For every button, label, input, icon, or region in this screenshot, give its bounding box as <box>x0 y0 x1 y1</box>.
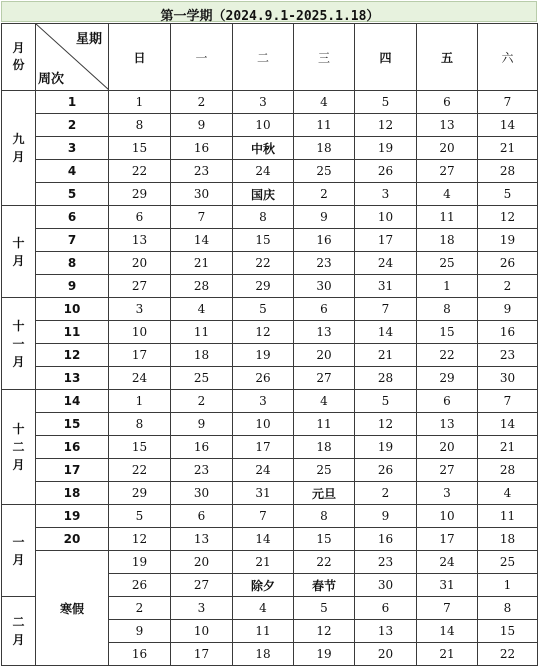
week-row <box>2 206 538 229</box>
week-row <box>2 528 538 551</box>
day-cell: 7 <box>478 390 538 413</box>
week-row <box>2 298 538 321</box>
day-cell: 4 <box>294 91 355 114</box>
day-cell: 27 <box>294 367 355 390</box>
day-cell: 22 <box>109 160 171 183</box>
day-cell: 15 <box>109 436 171 459</box>
day-cell: 29 <box>417 367 478 390</box>
winter-break-label: 寒假 <box>36 551 109 666</box>
day-cell: 18 <box>171 344 233 367</box>
day-cell: 10 <box>171 620 233 643</box>
calendar-body <box>2 24 538 666</box>
week-row <box>2 367 538 390</box>
day-cell: 9 <box>355 505 417 528</box>
day-cell: 20 <box>294 344 355 367</box>
day-cell: 27 <box>171 574 233 597</box>
day-cell: 11 <box>417 206 478 229</box>
day-cell: 8 <box>478 597 538 620</box>
day-cell: 7 <box>417 597 478 620</box>
day-cell: 21 <box>233 551 294 574</box>
day-cell: 30 <box>478 367 538 390</box>
day-cell: 14 <box>233 528 294 551</box>
day-cell: 2 <box>294 183 355 206</box>
day-cell: 6 <box>294 298 355 321</box>
day-cell: 5 <box>109 505 171 528</box>
day-cell: 5 <box>294 597 355 620</box>
day-cell: 28 <box>171 275 233 298</box>
day-cell: 23 <box>355 551 417 574</box>
month-label-sep: 九 月 <box>2 91 36 206</box>
day-cell: 6 <box>417 91 478 114</box>
day-cell: 18 <box>417 229 478 252</box>
week-row <box>2 482 538 505</box>
day-cell: 中秋 <box>233 137 294 160</box>
day-header-tue: 二 <box>233 24 294 91</box>
day-cell: 28 <box>478 459 538 482</box>
week-row <box>2 183 538 206</box>
day-cell: 8 <box>109 413 171 436</box>
week-number: 9 <box>36 275 109 298</box>
day-cell: 3 <box>233 91 294 114</box>
day-cell: 9 <box>294 206 355 229</box>
day-cell: 12 <box>233 321 294 344</box>
week-row <box>2 505 538 528</box>
day-cell: 14 <box>171 229 233 252</box>
day-cell: 18 <box>478 528 538 551</box>
day-cell: 13 <box>109 229 171 252</box>
day-cell: 21 <box>478 137 538 160</box>
week-number: 1 <box>36 91 109 114</box>
corner-header <box>36 24 109 91</box>
day-cell: 27 <box>417 459 478 482</box>
day-cell: 12 <box>294 620 355 643</box>
day-cell: 15 <box>233 229 294 252</box>
day-cell: 8 <box>233 206 294 229</box>
day-cell: 8 <box>109 114 171 137</box>
day-cell: 25 <box>294 160 355 183</box>
day-cell: 3 <box>417 482 478 505</box>
day-cell: 13 <box>417 413 478 436</box>
day-cell: 7 <box>233 505 294 528</box>
month-label-jan: 一 月 <box>2 505 36 597</box>
day-cell: 28 <box>478 160 538 183</box>
day-cell: 11 <box>294 413 355 436</box>
day-cell: 25 <box>294 459 355 482</box>
day-cell: 23 <box>171 459 233 482</box>
calendar-table <box>1 23 538 666</box>
week-row <box>2 321 538 344</box>
day-cell: 31 <box>355 275 417 298</box>
day-cell: 5 <box>355 390 417 413</box>
day-cell: 9 <box>109 620 171 643</box>
week-number: 18 <box>36 482 109 505</box>
day-cell: 22 <box>109 459 171 482</box>
week-number: 11 <box>36 321 109 344</box>
week-row <box>2 459 538 482</box>
day-cell: 16 <box>171 137 233 160</box>
day-cell: 21 <box>478 436 538 459</box>
day-cell: 25 <box>171 367 233 390</box>
day-cell: 24 <box>233 459 294 482</box>
day-cell: 25 <box>417 252 478 275</box>
day-cell: 30 <box>171 183 233 206</box>
day-cell: 国庆 <box>233 183 294 206</box>
day-header-wed: 三 <box>294 24 355 91</box>
day-cell: 9 <box>171 413 233 436</box>
week-row <box>2 344 538 367</box>
day-cell: 22 <box>478 643 538 666</box>
day-cell: 26 <box>233 367 294 390</box>
week-number: 3 <box>36 137 109 160</box>
day-cell: 元旦 <box>294 482 355 505</box>
month-label-feb: 二 月 <box>2 597 36 666</box>
day-cell: 7 <box>171 206 233 229</box>
day-cell: 19 <box>109 551 171 574</box>
week-number: 12 <box>36 344 109 367</box>
day-cell: 13 <box>294 321 355 344</box>
week-number: 15 <box>36 413 109 436</box>
day-cell: 10 <box>355 206 417 229</box>
day-cell: 4 <box>171 298 233 321</box>
day-cell: 6 <box>355 597 417 620</box>
day-cell: 4 <box>478 482 538 505</box>
day-cell: 31 <box>233 482 294 505</box>
day-cell: 11 <box>171 321 233 344</box>
day-cell: 13 <box>417 114 478 137</box>
day-cell: 25 <box>478 551 538 574</box>
day-cell: 8 <box>294 505 355 528</box>
week-number: 13 <box>36 367 109 390</box>
day-header-thu: 四 <box>355 24 417 91</box>
day-cell: 24 <box>233 160 294 183</box>
day-cell: 3 <box>355 183 417 206</box>
day-cell: 9 <box>478 298 538 321</box>
day-cell: 22 <box>294 551 355 574</box>
day-cell: 20 <box>417 436 478 459</box>
day-cell: 21 <box>417 643 478 666</box>
day-cell: 23 <box>294 252 355 275</box>
day-cell: 27 <box>109 275 171 298</box>
day-cell: 29 <box>109 482 171 505</box>
day-cell: 17 <box>171 643 233 666</box>
day-cell: 17 <box>417 528 478 551</box>
day-cell: 1 <box>109 91 171 114</box>
week-number: 7 <box>36 229 109 252</box>
day-cell: 7 <box>478 91 538 114</box>
day-cell: 11 <box>478 505 538 528</box>
day-cell: 26 <box>109 574 171 597</box>
day-cell: 12 <box>355 114 417 137</box>
day-cell: 1 <box>478 574 538 597</box>
day-cell: 22 <box>233 252 294 275</box>
day-cell: 16 <box>109 643 171 666</box>
day-cell: 2 <box>171 91 233 114</box>
day-cell: 27 <box>417 160 478 183</box>
day-cell: 11 <box>233 620 294 643</box>
day-cell: 4 <box>417 183 478 206</box>
day-cell: 17 <box>355 229 417 252</box>
day-cell: 21 <box>355 344 417 367</box>
day-cell: 2 <box>355 482 417 505</box>
day-cell: 19 <box>294 643 355 666</box>
day-cell: 3 <box>171 597 233 620</box>
week-number: 8 <box>36 252 109 275</box>
week-row <box>2 390 538 413</box>
week-number: 6 <box>36 206 109 229</box>
week-row <box>2 91 538 114</box>
day-cell: 20 <box>171 551 233 574</box>
day-cell: 30 <box>171 482 233 505</box>
month-label-oct: 十 月 <box>2 206 36 298</box>
week-number: 17 <box>36 459 109 482</box>
month-label-nov: 十 一 月 <box>2 298 36 390</box>
day-cell: 26 <box>478 252 538 275</box>
day-cell: 6 <box>171 505 233 528</box>
day-cell: 6 <box>417 390 478 413</box>
day-cell: 12 <box>355 413 417 436</box>
day-cell: 19 <box>355 436 417 459</box>
day-cell: 5 <box>355 91 417 114</box>
week-number: 4 <box>36 160 109 183</box>
day-header-mon: 一 <box>171 24 233 91</box>
page-title: 第一学期（2024.9.1-2025.1.18） <box>160 9 380 24</box>
week-row <box>2 160 538 183</box>
day-cell: 20 <box>417 137 478 160</box>
week-number: 20 <box>36 528 109 551</box>
day-cell: 30 <box>294 275 355 298</box>
day-cell: 21 <box>171 252 233 275</box>
day-cell: 24 <box>109 367 171 390</box>
day-cell: 4 <box>294 390 355 413</box>
day-cell: 15 <box>109 137 171 160</box>
week-number: 10 <box>36 298 109 321</box>
title-bar <box>1 1 537 22</box>
day-cell: 14 <box>478 114 538 137</box>
day-cell: 17 <box>233 436 294 459</box>
day-cell: 19 <box>233 344 294 367</box>
day-header-fri: 五 <box>417 24 478 91</box>
day-cell: 29 <box>109 183 171 206</box>
day-cell: 19 <box>355 137 417 160</box>
day-cell: 13 <box>171 528 233 551</box>
day-cell: 15 <box>478 620 538 643</box>
day-cell: 26 <box>355 459 417 482</box>
day-cell: 8 <box>417 298 478 321</box>
day-cell: 3 <box>109 298 171 321</box>
day-cell: 22 <box>417 344 478 367</box>
day-cell: 10 <box>233 114 294 137</box>
header-row <box>2 24 538 91</box>
week-row <box>2 413 538 436</box>
month-header: 月 份 <box>2 24 36 91</box>
day-cell: 春节 <box>294 574 355 597</box>
week-number: 16 <box>36 436 109 459</box>
week-number: 5 <box>36 183 109 206</box>
day-cell: 23 <box>171 160 233 183</box>
day-cell: 10 <box>109 321 171 344</box>
day-cell: 9 <box>171 114 233 137</box>
week-row <box>2 114 538 137</box>
day-cell: 2 <box>478 275 538 298</box>
week-number: 19 <box>36 505 109 528</box>
day-cell: 4 <box>233 597 294 620</box>
day-cell: 5 <box>478 183 538 206</box>
day-cell: 23 <box>478 344 538 367</box>
day-cell: 15 <box>417 321 478 344</box>
day-cell: 20 <box>109 252 171 275</box>
day-cell: 31 <box>417 574 478 597</box>
week-row <box>2 275 538 298</box>
day-cell: 1 <box>109 390 171 413</box>
day-cell: 11 <box>294 114 355 137</box>
day-cell: 26 <box>355 160 417 183</box>
day-cell: 16 <box>294 229 355 252</box>
day-header-sat: 六 <box>478 24 538 91</box>
week-row <box>2 137 538 160</box>
day-cell: 除夕 <box>233 574 294 597</box>
day-cell: 10 <box>233 413 294 436</box>
day-cell: 16 <box>355 528 417 551</box>
day-header-sun: 日 <box>109 24 171 91</box>
month-label-dec: 十 二 月 <box>2 390 36 505</box>
day-cell: 2 <box>109 597 171 620</box>
day-cell: 15 <box>294 528 355 551</box>
day-cell: 10 <box>417 505 478 528</box>
day-cell: 3 <box>233 390 294 413</box>
day-cell: 1 <box>417 275 478 298</box>
day-cell: 18 <box>233 643 294 666</box>
week-row <box>2 436 538 459</box>
weekday-axis-label: 星期 <box>75 32 102 47</box>
day-cell: 5 <box>233 298 294 321</box>
day-cell: 14 <box>355 321 417 344</box>
week-number: 2 <box>36 114 109 137</box>
day-cell: 29 <box>233 275 294 298</box>
day-cell: 14 <box>417 620 478 643</box>
day-cell: 13 <box>355 620 417 643</box>
week-number: 14 <box>36 390 109 413</box>
week-row <box>2 252 538 275</box>
day-cell: 7 <box>355 298 417 321</box>
day-cell: 20 <box>355 643 417 666</box>
week-row <box>2 551 538 574</box>
day-cell: 19 <box>478 229 538 252</box>
day-cell: 2 <box>171 390 233 413</box>
day-cell: 17 <box>109 344 171 367</box>
week-axis-label: 周次 <box>38 72 65 87</box>
day-cell: 18 <box>294 137 355 160</box>
day-cell: 16 <box>171 436 233 459</box>
day-cell: 12 <box>109 528 171 551</box>
day-cell: 16 <box>478 321 538 344</box>
day-cell: 18 <box>294 436 355 459</box>
day-cell: 30 <box>355 574 417 597</box>
day-cell: 28 <box>355 367 417 390</box>
day-cell: 14 <box>478 413 538 436</box>
week-row <box>2 229 538 252</box>
day-cell: 24 <box>417 551 478 574</box>
day-cell: 12 <box>478 206 538 229</box>
day-cell: 6 <box>109 206 171 229</box>
day-cell: 24 <box>355 252 417 275</box>
